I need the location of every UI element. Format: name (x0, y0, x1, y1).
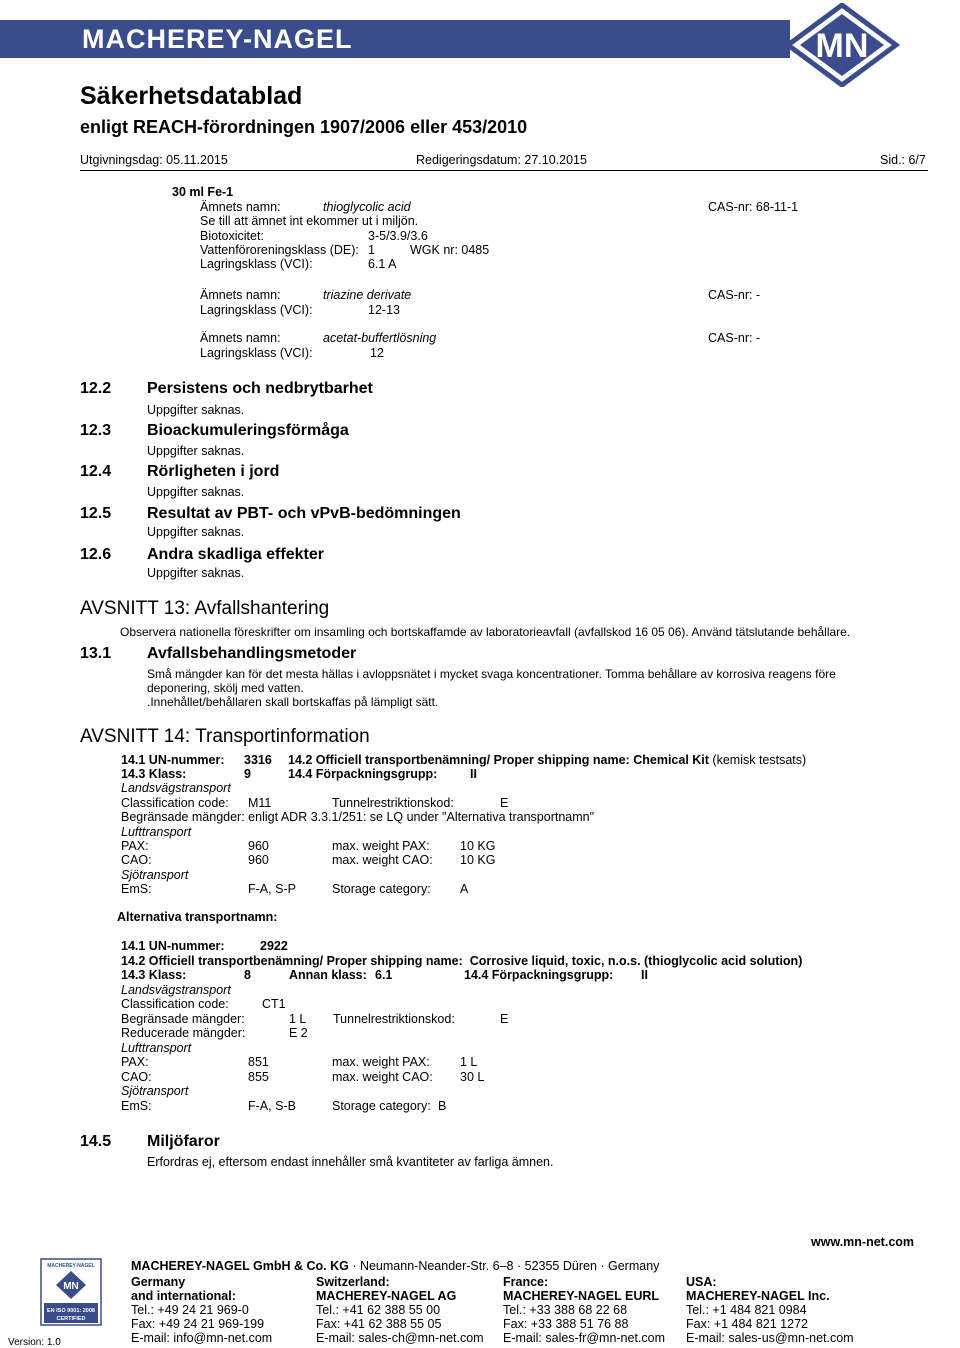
max-cao-value: 10 KG (460, 853, 496, 867)
water-class-label: Vattenföroreningsklass (DE): (200, 243, 359, 257)
footer-country: USA: (686, 1275, 717, 1289)
section-title: Resultat av PBT- och vPvB-bedömningen (147, 505, 461, 522)
footer-fax: Fax: +49 24 21 969-199 (131, 1317, 265, 1331)
alternative-names-heading: Alternativa transportnamn: (117, 910, 278, 924)
psn-label: 14.2 Officiell transportbenämning/ Proper shipping name: (121, 954, 463, 968)
section-text: Uppgifter saknas. (147, 444, 245, 458)
section-text: Små mängder kan för det mesta hällas i avloppsnätet i mycket svaga koncentrationer. Tomma behållare av korrosiva reagens före (147, 667, 836, 681)
footer-phone: Tel.: +49 24 21 969-0 (131, 1303, 249, 1317)
sea-transport-heading: Sjötransport (121, 1084, 189, 1098)
footer-email[interactable]: E-mail: sales-fr@mn-net.com (503, 1331, 666, 1345)
footer-fax: Fax: +1 484 821 1272 (686, 1317, 808, 1331)
cas-number: CAS-nr: 68-11-1 (708, 200, 799, 214)
ems-value: F-A, S-B (248, 1099, 296, 1113)
footer-entity: MACHEREY-NAGEL Inc. (686, 1289, 830, 1303)
substance-name: acetat-buffertlösning (323, 331, 437, 345)
page-title: Säkerhetsdatablad (80, 82, 303, 110)
ems-value: F-A, S-P (248, 882, 296, 896)
website-link[interactable]: www.mn-net.com (811, 1235, 915, 1249)
tunnel-code: E (500, 796, 509, 810)
psn-label: 14.2 Officiell transportbenämning/ Proper shipping name: (288, 753, 630, 767)
cas-number: CAS-nr: - (708, 288, 761, 302)
max-pax-value: 1 L (460, 1055, 478, 1069)
packing-group-value: II (641, 968, 648, 982)
footer-phone: Tel.: +33 388 68 22 68 (503, 1303, 628, 1317)
company-address: Neumann-Neander-Str. 6–8 · 52355 Düren · Germany (359, 1259, 660, 1273)
classification-code: CT1 (262, 997, 286, 1011)
limited-quantity-text: Begränsade mängder: enligt ADR 3.3.1/251: se LQ under "Alternativa transportnamn" (121, 810, 595, 824)
storage-class-label: Lagringsklass (VCI): (200, 257, 313, 271)
section-title: Bioackumuleringsförmåga (147, 422, 349, 439)
page-number: Sid.: 6/7 (880, 153, 926, 167)
section-number: 14.5 (80, 1133, 112, 1150)
max-pax-label: max. weight PAX: (332, 839, 430, 853)
max-pax-label: max. weight PAX: (332, 1055, 430, 1069)
excepted-quantity-label: Reducerade mängder: (121, 1026, 246, 1040)
storage-category-label: Storage category: (332, 1099, 431, 1113)
section-heading: AVSNITT 14: Transportinformation (80, 726, 370, 747)
footer-country: Germany (131, 1275, 186, 1289)
storage-class-value: 6.1 A (368, 257, 397, 271)
substance-name-label: Ämnets namn: (200, 288, 281, 302)
class-label: 14.3 Klass: (121, 767, 187, 781)
max-pax-value: 10 KG (460, 839, 496, 853)
packing-group-label: 14.4 Förpackningsgrupp: (288, 767, 438, 781)
cao-value: 960 (248, 853, 269, 867)
storage-class-label: Lagringsklass (VCI): (200, 303, 313, 317)
footer-email[interactable]: E-mail: sales-us@mn-net.com (686, 1331, 854, 1345)
brand-name: MACHEREY-NAGEL (82, 24, 353, 54)
cert-brand: MACHEREY-NAGEL (47, 1263, 95, 1269)
class-label: 14.3 Klass: (121, 968, 187, 982)
other-class-label: Annan klass: (289, 968, 367, 982)
kit-heading: 30 ml Fe-1 (172, 185, 234, 199)
storage-class-value: 12 (370, 346, 384, 360)
footer-phone: Tel.: +1 484 821 0984 (686, 1303, 807, 1317)
section-number: 12.5 (80, 505, 112, 522)
revision-date: Redigeringsdatum: 27.10.2015 (416, 153, 587, 167)
section-text: Uppgifter saknas. (147, 525, 245, 539)
sea-transport-heading: Sjötransport (121, 868, 189, 882)
storage-category-value: B (438, 1099, 447, 1113)
max-cao-label: max. weight CAO: (332, 1070, 433, 1084)
un-number-label: 14.1 UN-nummer: (121, 939, 225, 953)
section-number: 12.6 (80, 546, 112, 563)
cert-logo: MN (63, 1281, 79, 1292)
footer-email[interactable]: E-mail: sales-ch@mn-net.com (316, 1331, 484, 1345)
cao-label: CAO: (121, 853, 152, 867)
footer-entity: MACHEREY-NAGEL EURL (503, 1289, 660, 1303)
storage-class-value: 12-13 (368, 303, 400, 317)
company-name: MACHEREY-NAGEL GmbH & Co. KG (131, 1259, 349, 1273)
section-text: Observera nationella föreskrifter om insamling och bortskaffamde av laboratorieavfall (avfallskod 16 05 06). Använd tätslutande behållare. (120, 625, 851, 639)
section-title: Avfallsbehandlingsmetoder (147, 645, 357, 662)
class-value: 9 (244, 767, 251, 781)
section-number: 12.4 (80, 463, 112, 480)
limited-quantity-label: Begränsade mängder: (121, 1012, 245, 1026)
storage-category-label: Storage category: (332, 882, 431, 896)
classification-code-label: Classification code: (121, 997, 229, 1011)
pax-value: 851 (248, 1055, 269, 1069)
header-divider (80, 170, 928, 171)
section-text: Uppgifter saknas. (147, 485, 245, 499)
packing-group-value: II (470, 767, 477, 781)
un-number: 2922 (260, 939, 288, 953)
footer-entity: and international: (131, 1289, 236, 1303)
substance-name: thioglycolic acid (323, 200, 411, 214)
substance-name-label: Ämnets namn: (200, 200, 281, 214)
substance-name: triazine derivate (323, 288, 412, 302)
class-value: 8 (244, 968, 251, 982)
limited-quantity-value: 1 L (289, 1012, 307, 1026)
section-title: Andra skadliga effekter (147, 546, 324, 563)
un-number-label: 14.1 UN-nummer: (121, 753, 225, 767)
wgk-number: WGK nr: 0485 (410, 243, 490, 257)
pax-label: PAX: (121, 839, 149, 853)
excepted-quantity-value: E 2 (289, 1026, 308, 1040)
substance-name-label: Ämnets namn: (200, 331, 281, 345)
other-class-value: 6.1 (375, 968, 393, 982)
section-text: Erfordras ej, eftersom endast innehåller små kvantiteter av farliga ämnen. (147, 1155, 554, 1169)
max-cao-value: 30 L (460, 1070, 485, 1084)
cao-value: 855 (248, 1070, 269, 1084)
air-transport-heading: Lufttransport (121, 825, 192, 839)
cas-number: CAS-nr: - (708, 331, 761, 345)
tunnel-code: E (500, 1012, 509, 1026)
psn-value: Chemical Kit (633, 753, 709, 767)
footer-email[interactable]: E-mail: info@mn-net.com (131, 1331, 273, 1345)
classification-code: M11 (248, 796, 272, 810)
pax-label: PAX: (121, 1055, 149, 1069)
footer-country: France: (503, 1275, 549, 1289)
cao-label: CAO: (121, 1070, 152, 1084)
section-number: 12.3 (80, 422, 112, 439)
page-subtitle: enligt REACH-förordningen 1907/2006 eller 453/2010 (80, 117, 528, 137)
section-number: 13.1 (80, 645, 112, 662)
un-number: 3316 (244, 753, 272, 767)
mn-logo-icon (784, 3, 900, 87)
tunnel-code-label: Tunnelrestriktionskod: (333, 1012, 455, 1026)
section-heading: AVSNITT 13: Avfallshantering (80, 598, 330, 619)
storage-category-value: A (460, 882, 469, 896)
classification-code-label: Classification code: (121, 796, 229, 810)
section-text: deponering, skölj med vatten. (147, 681, 304, 695)
section-title: Rörligheten i jord (147, 463, 280, 480)
biotox-value: 3-5/3.9/3.6 (368, 229, 428, 243)
footer-entity: MACHEREY-NAGEL AG (316, 1289, 457, 1303)
road-transport-heading: Landsvägstransport (121, 781, 231, 795)
section-text: .Innehållet/behållaren skall bortskaffas på lämpligt sätt. (147, 695, 439, 709)
road-transport-heading: Landsvägstransport (121, 983, 231, 997)
pax-value: 960 (248, 839, 269, 853)
footer-fax: Fax: +41 62 388 55 05 (316, 1317, 442, 1331)
footer-fax: Fax: +33 388 51 76 88 (503, 1317, 629, 1331)
footer-phone: Tel.: +41 62 388 55 00 (316, 1303, 441, 1317)
footer-country: Switzerland: (316, 1275, 390, 1289)
issue-date: Utgivningsdag: 05.11.2015 (80, 153, 228, 167)
biotox-label: Biotoxicitet: (200, 229, 264, 243)
storage-class-label: Lagringsklass (VCI): (200, 346, 313, 360)
tunnel-code-label: Tunnelrestriktionskod: (332, 796, 454, 810)
water-class-value: 1 (368, 243, 375, 257)
logo-text: MN (815, 27, 869, 65)
environment-note: Se till att ämnet int ekommer ut i miljön. (200, 214, 419, 228)
section-text: Uppgifter saknas. (147, 566, 245, 580)
packing-group-label: 14.4 Förpackningsgrupp: (464, 968, 614, 982)
section-title: Miljöfaror (147, 1133, 220, 1150)
version-label: Version: 1.0 (8, 1337, 61, 1348)
air-transport-heading: Lufttransport (121, 1041, 192, 1055)
cert-line1: EN ISO 9001: 2008 (46, 1308, 96, 1314)
section-title: Persistens och nedbrytbarhet (147, 380, 373, 397)
max-cao-label: max. weight CAO: (332, 853, 433, 867)
ems-label: EmS: (121, 882, 152, 896)
section-text: Uppgifter saknas. (147, 403, 245, 417)
iso-certificate-icon (40, 1258, 102, 1326)
section-number: 12.2 (80, 380, 112, 397)
cert-line2: CERTIFIED (56, 1316, 86, 1322)
psn-extra: (kemisk testsats) (712, 753, 807, 767)
psn-value: Corrosive liquid, toxic, n.o.s. (thioglycolic acid solution) (469, 954, 803, 968)
ems-label: EmS: (121, 1099, 152, 1113)
